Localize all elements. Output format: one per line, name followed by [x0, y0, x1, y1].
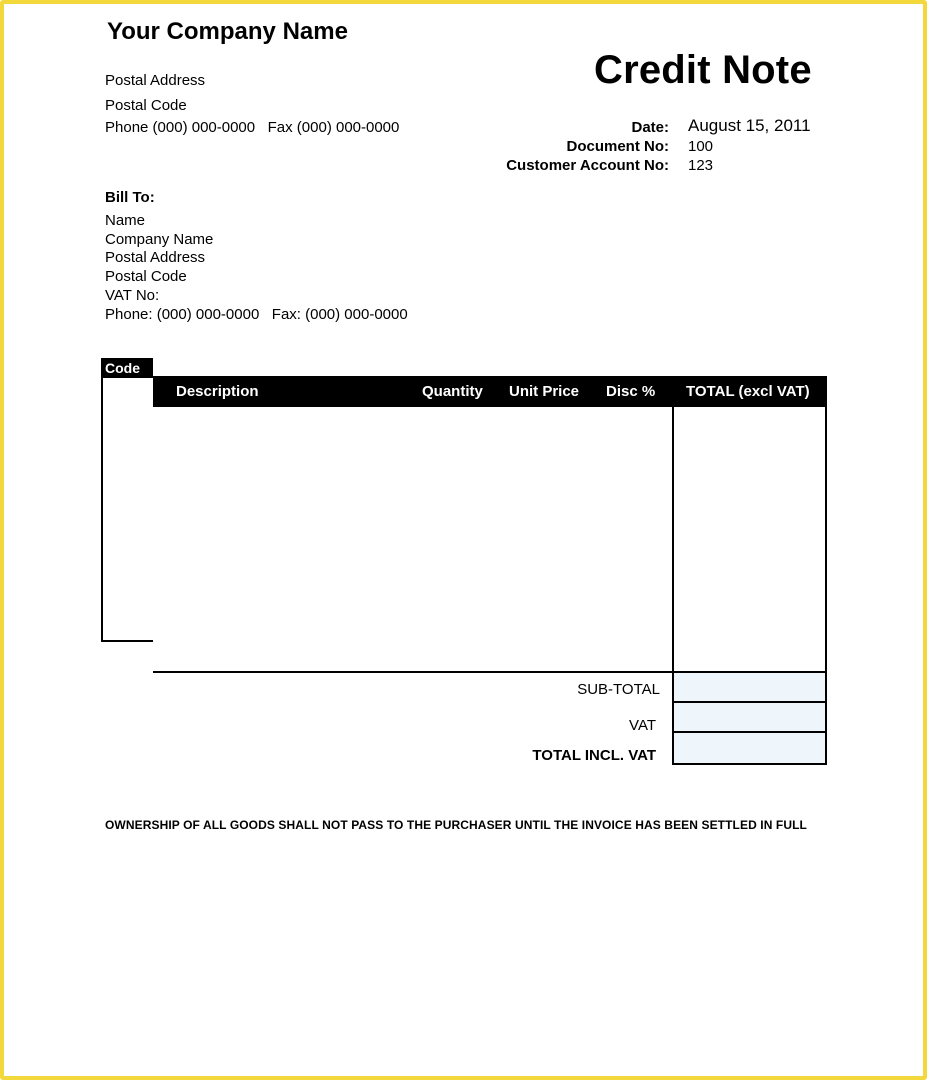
bill-to-title: Bill To: [105, 189, 155, 206]
subtotal-value-box[interactable] [672, 673, 827, 703]
unit-price-header: Unit Price [509, 383, 580, 400]
date-label: Date: [631, 119, 669, 136]
description-header: Description [176, 383, 259, 400]
customer-account-label: Customer Account No: [506, 157, 669, 174]
items-bottom-rule [153, 671, 673, 673]
date-value: August 15, 2011 [688, 116, 811, 135]
company-name: Your Company Name [107, 18, 348, 45]
bill-to-phone-fax: Phone: (000) 000-0000 Fax: (000) 000-0000 [105, 306, 408, 323]
document-no-value: 100 [688, 138, 714, 155]
code-column [101, 378, 153, 642]
bill-to-address: Postal Address [105, 249, 206, 266]
bill-to-company: Company Name [105, 231, 214, 248]
subtotal-label: SUB-TOTAL [577, 681, 660, 698]
customer-account-value: 123 [688, 157, 714, 174]
document-title: Credit Note [594, 48, 812, 92]
company-postal-code: Postal Code [105, 97, 187, 114]
vat-value-box[interactable] [672, 703, 827, 733]
bill-to-name: Name [105, 212, 146, 229]
total-excl-vat-header: TOTAL (excl VAT) [686, 383, 810, 400]
discount-header: Disc % [606, 383, 656, 400]
total-column [672, 407, 827, 673]
company-phone-fax: Phone (000) 000-0000 Fax (000) 000-0000 [105, 119, 400, 136]
vat-label: VAT [629, 717, 656, 734]
quantity-header: Quantity [422, 383, 483, 400]
ownership-note: OWNERSHIP OF ALL GOODS SHALL NOT PASS TO THE PURCHASER UNTIL THE INVOICE HAS BEEN SETTLED IN FULL [105, 818, 807, 832]
bill-to-postal-code: Postal Code [105, 268, 187, 285]
total-incl-vat-label: TOTAL INCL. VAT [532, 747, 656, 764]
bill-to-vat: VAT No: [105, 287, 160, 304]
code-column-header: Code [101, 358, 153, 378]
total-incl-vat-value-box[interactable] [672, 733, 827, 765]
company-postal-address: Postal Address [105, 72, 206, 89]
document-no-label: Document No: [566, 138, 669, 155]
